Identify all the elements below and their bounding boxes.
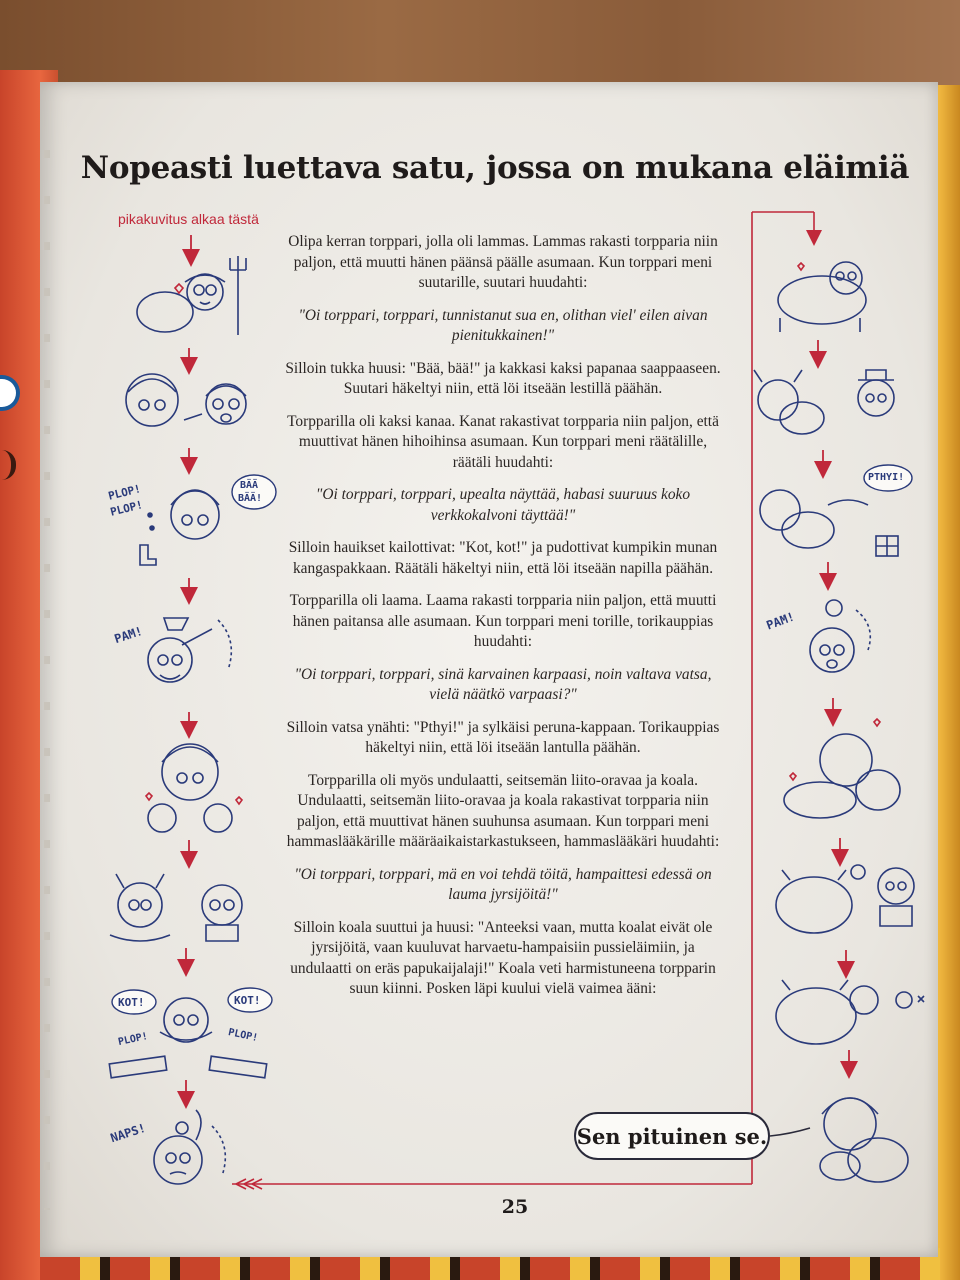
story-paragraph: Silloin tukka huusi: "Bää, bää!" ja kakkasi kaksi papanaa saappaaseen. Suutari häkeltyi niin, että löi itseään lestillä päähän. (285, 359, 721, 397)
start-label: pikakuvitus alkaa tästä (118, 211, 259, 227)
page-number: 25 (501, 1196, 529, 1218)
sound-kot: KOT! (118, 996, 145, 1009)
right-flow-arrows (818, 340, 849, 1070)
story-verse: "Oi torppari, torppari, tunnistanut sua en, olithan viel' eilen aivan pienitukkainen!" (298, 306, 708, 344)
story-paragraph: Torpparilla oli myös undulaatti, seitsemän liito-oravaa ja koala. Undulaatti, seitsemän liito-oravaa ja koala rakastivat torpparia niin paljon, että muuttivat hänen suuhunsa asumaan. Kun torppari meni hammaslääkärille määräaikaistarkastukseen, hammaslääkäri huudahti: (286, 771, 720, 850)
torppari-and-merchant-illustration (754, 370, 894, 434)
sound-plop: PLOP! (108, 498, 145, 519)
sound-pam: PAM! (764, 609, 797, 633)
torppari-with-chickens-illustration (146, 744, 242, 832)
sound-baa: BÄÄ (240, 480, 259, 491)
sound-kot: KOT! (234, 994, 261, 1007)
story-paragraph: Silloin vatsa ynähti: "Pthyi!" ja sylkäisi peruna-kappaan. Torikauppias häkeltyi niin, että löi itseään lantulla päähän. (286, 718, 720, 756)
koala-shouts-illustration (776, 980, 924, 1044)
tailor-hits-head-illustration (154, 1110, 225, 1184)
story-paragraph: Silloin koala suuttui ja huusi: "Anteeksi vaan, mutta koalat eivät ole jyrsijöitä, vaan kuuluvat harvaetu-hampaisiin pussieläimiin, ja undulaatti on eräs papukaijalaji!" Koala veti harmistuneena torpparin suun kiinni. Posken läpi kuului vielä vaimea ääni: (290, 918, 716, 997)
sound-pthyi: PTHYI! (868, 472, 905, 483)
final-bubble-tail (770, 1128, 810, 1136)
torppari-with-sheep-illustration (137, 256, 246, 335)
sound-plop: PLOP! (227, 1026, 259, 1045)
sound-naps: NAPS! (108, 1120, 148, 1146)
story-verse: "Oi torppari, torppari, mä en voi tehdä töitä, hampaittesi edessä on lauma jyrsijöitä!" (294, 865, 712, 903)
story-paragraph: Torpparilla oli kaksi kanaa. Kanat rakastivat torpparia niin paljon, että muuttivat hänen hihoihinsa asumaan. Kun torppari meni räätälille, räätäli huudahti: (287, 412, 719, 471)
sound-plop: PLOP! (106, 482, 143, 503)
story-paragraph: Torpparilla oli laama. Laama rakasti torpparia niin paljon, että muutti hänen paitansa alle asumaan. Kun torppari meni torille, torikauppias huudahti: (289, 592, 717, 650)
merchant-hits-head-illustration (810, 600, 870, 672)
connector-path (232, 212, 814, 1189)
torppari-and-shoemaker-illustration (126, 374, 246, 426)
torppari-and-dentist-illustration (776, 865, 914, 933)
torppari-with-animals-illustration (784, 719, 900, 818)
story-paragraph: Olipa kerran torppari, jolla oli lammas. Lammas rakasti torpparia niin paljon, että muutti hänen päänsä päälle asumaan. Kun torppari meni suutarille, suutari huudahti: (288, 233, 718, 291)
belly-spits-potato-illustration (760, 490, 898, 556)
sound-plop: PLOP! (117, 1030, 149, 1049)
shoemaker-hits-head-illustration (148, 618, 231, 682)
torppari-with-llama-illustration (778, 262, 866, 332)
torppari-and-tailor-illustration (110, 874, 242, 941)
final-speech-bubble (574, 1112, 770, 1160)
story-verse: "Oi torppari, torppari, sinä karvainen karpaasi, noin valtava vatsa, vielä näätkö varpaasi?" (294, 665, 712, 703)
final-bubble-text: Sen pituinen se. (576, 1123, 768, 1149)
sound-pam: PAM! (112, 623, 145, 647)
sound-baa: BÄÄ! (238, 493, 263, 504)
story-verse: "Oi torppari, torppari, upealta näyttää, habasi suuruus koko verkkokalvoni täyttää!" (315, 486, 691, 524)
story-paragraph: Silloin hauikset kailottivat: "Kot, kot!" ja pudottivat kumpikin munan kangaspakkaan. Räätäli häkeltyi niin, että löi itseään napilla päähän. (288, 539, 718, 577)
page-title: Nopeasti luettava satu, jossa on mukana eläimiä (80, 150, 910, 186)
torppari-final-illustration (820, 1098, 908, 1182)
